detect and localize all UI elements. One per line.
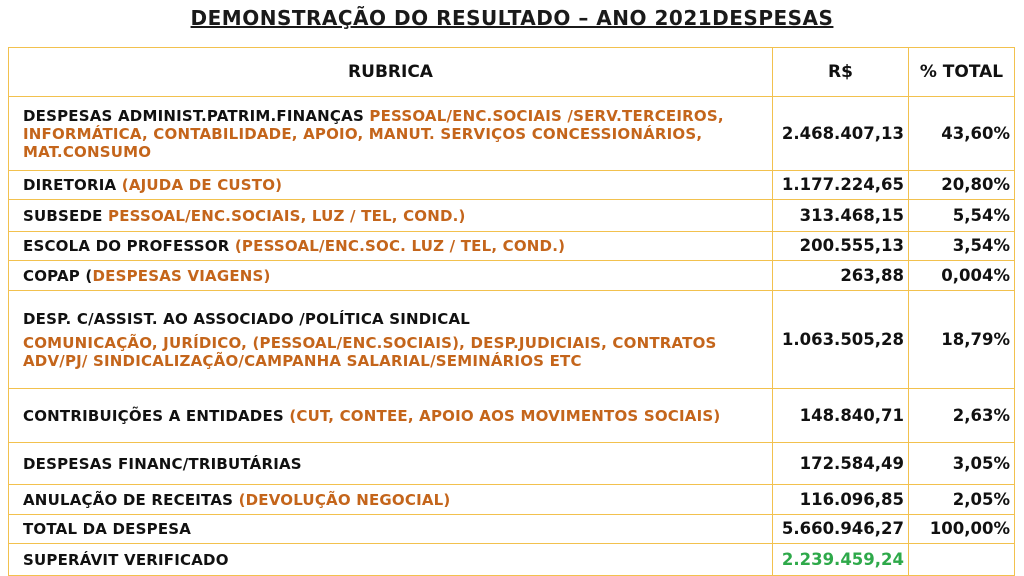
row-percent: 43,60% — [909, 97, 1015, 171]
row-rubrica — [9, 389, 773, 443]
table-row — [9, 171, 1015, 200]
table-row — [9, 232, 1015, 261]
row-percent: 20,80% — [909, 171, 1015, 200]
table-row — [9, 443, 1015, 485]
row-label: ESCOLA DO PROFESSOR — [23, 237, 235, 255]
header-percent: % TOTAL — [909, 48, 1015, 97]
row-rubrica — [9, 515, 773, 544]
row-percent: 2,05% — [909, 485, 1015, 515]
row-percent: 2,63% — [909, 389, 1015, 443]
row-value: 313.468,15 — [773, 200, 909, 232]
row-value: 2.239.459,24 — [773, 544, 909, 576]
table-row-total — [9, 515, 1015, 544]
row-detail: (CUT, CONTEE, APOIO AOS MOVIMENTOS SOCIAIS) — [289, 406, 721, 425]
row-rubrica — [9, 544, 773, 576]
expense-table — [8, 47, 1015, 576]
row-label: SUBSEDE — [23, 206, 108, 225]
row-detail: (AJUDA DE CUSTO) — [121, 176, 283, 194]
row-detail: COMUNICAÇÃO, JURÍDICO, (PESSOAL/ENC.SOCIAIS), DESP.JUDICIAIS, CONTRATOS ADV/PJ/ SINDICALIZAÇÃO/CAMPANHA SALARIAL/SEMINÁRIOS ETC — [23, 333, 717, 370]
row-value: 200.555,13 — [773, 232, 909, 261]
row-rubrica — [9, 200, 773, 232]
row-percent: 3,54% — [909, 232, 1015, 261]
row-value: 5.660.946,27 — [773, 515, 909, 544]
row-label: SUPERÁVIT VERIFICADO — [23, 550, 229, 569]
row-rubrica — [9, 171, 773, 200]
table-row — [9, 389, 1015, 443]
row-label: DESP. C/ASSIST. AO ASSOCIADO /POLÍTICA SINDICAL — [23, 309, 471, 328]
row-label: TOTAL DA DESPESA — [23, 520, 192, 538]
header-valor: R$ — [773, 48, 909, 97]
row-detail: PESSOAL/ENC.SOCIAIS, LUZ / TEL, COND.) — [108, 206, 466, 225]
table-row — [9, 485, 1015, 515]
table-row — [9, 261, 1015, 291]
row-label: COPAP ( — [23, 266, 93, 285]
row-label: DESPESAS FINANC/TRIBUTÁRIAS — [23, 454, 302, 473]
row-detail: (PESSOAL/ENC.SOC. LUZ / TEL, COND.) — [234, 237, 566, 255]
row-value: 1.177.224,65 — [773, 171, 909, 200]
table-row-surplus — [9, 544, 1015, 576]
row-percent: 0,004% — [909, 261, 1015, 291]
row-detail: PESSOAL/ENC.SOCIAIS /SERV.TERCEIROS, INFORMÁTICA, CONTABILIDADE, APOIO, MANUT. SERVIÇOS CONCESSIONÁRIOS, MAT.CONSUMO — [23, 106, 724, 161]
row-value: 172.584,49 — [773, 443, 909, 485]
row-rubrica — [9, 485, 773, 515]
row-percent — [909, 544, 1015, 576]
table-row — [9, 200, 1015, 232]
row-label: ANULAÇÃO DE RECEITAS — [23, 490, 239, 509]
row-rubrica — [9, 291, 773, 389]
row-value: 1.063.505,28 — [773, 291, 909, 389]
header-rubrica: RUBRICA — [9, 48, 773, 97]
row-value: 263,88 — [773, 261, 909, 291]
row-detail: DESPESAS VIAGENS) — [92, 266, 271, 285]
row-percent: 100,00% — [909, 515, 1015, 544]
row-rubrica — [9, 261, 773, 291]
table-header-row — [9, 48, 1015, 97]
row-rubrica — [9, 97, 773, 171]
row-label: DESPESAS ADMINIST.PATRIM.FINANÇAS — [23, 106, 370, 125]
row-percent: 18,79% — [909, 291, 1015, 389]
table-row — [9, 291, 1015, 389]
row-value: 116.096,85 — [773, 485, 909, 515]
row-rubrica — [9, 232, 773, 261]
row-label: CONTRIBUIÇÕES A ENTIDADES — [23, 406, 290, 425]
row-detail: (DEVOLUÇÃO NEGOCIAL) — [238, 490, 451, 509]
row-value: 148.840,71 — [773, 389, 909, 443]
row-value: 2.468.407,13 — [773, 97, 909, 171]
row-percent: 5,54% — [909, 200, 1015, 232]
row-label: DIRETORIA — [23, 176, 122, 194]
row-rubrica — [9, 443, 773, 485]
table-row — [9, 97, 1015, 171]
page-title: DEMONSTRAÇÃO DO RESULTADO – ANO 2021DESPESAS — [190, 6, 834, 30]
row-percent: 3,05% — [909, 443, 1015, 485]
